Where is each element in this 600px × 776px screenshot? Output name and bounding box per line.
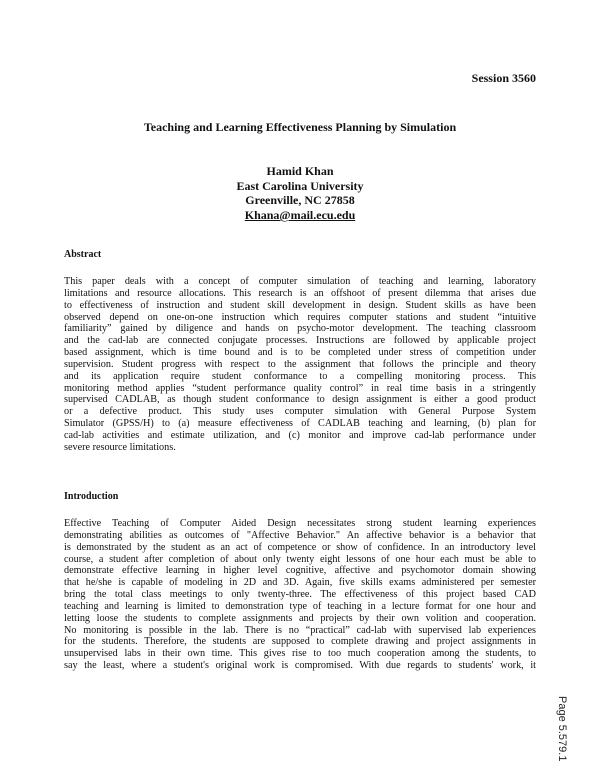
abstract-line: This paper deals with a concept of computer simulation of teaching and learning, laboratory (64, 276, 536, 287)
abstract-line: familiarity” gained by diligence and hands on psycho-motor development. The teaching classroom (64, 323, 536, 335)
author-affiliation: East Carolina University (236, 178, 364, 193)
session-number: Session 3560 (471, 71, 536, 85)
abstract-heading: Abstract (64, 249, 102, 260)
abstract-line: monitoring method applies “student performance quality control” in real time basis in a stringently (64, 382, 536, 394)
abstract-paragraph (64, 276, 536, 454)
introduction-line: teaching and learning is limited to demonstration type of teaching in a lecture format for one hour and (64, 600, 536, 612)
abstract-line: to effectiveness of instruction and student skill development in design. Student skills as have been (64, 299, 536, 311)
introduction-heading: Introduction (64, 491, 119, 502)
introduction-line: is demonstrated by the student as an act of competence or show of confidence. In an introductory level (64, 541, 536, 553)
introduction-line: Effective Teaching of Computer Aided Design necessitates strong student learning experiences (64, 518, 536, 529)
abstract-line: supervision. Student progress with respect to the assignment that follows the principle and theory (64, 358, 536, 370)
abstract-line: and the cad-lab are connected conjugate processes. Instructions are followed by applicable project (64, 335, 536, 347)
abstract-line: supervised CADLAB, as though student conformance to design assignment is either a good product (64, 394, 536, 406)
introduction-line: No monitoring is possible in the lab. There is no “practical” cad-lab with supervised lab experiences (64, 624, 536, 636)
paper-title: Teaching and Learning Effectiveness Planning by Simulation (143, 120, 457, 134)
abstract-line: Simulator (GPSS/H) to (a) measure effectiveness of CADLAB teaching and learning, (b) plan for (64, 418, 536, 430)
abstract-line: or a defective product. This study uses computer simulation with General Purpose System (64, 406, 536, 418)
page-number: Page 5.579.1 (556, 696, 568, 762)
introduction-line: demonstrating abilities as outcomes of "Affective Behavior." An affective behavior is a behavior that (64, 529, 536, 541)
abstract-line: cad-lab activities and estimate utilization, and (c) monitor and improve cad-lab performance under (64, 429, 536, 441)
introduction-line: that he/she is capable of modeling in 2D and 3D. Again, five skills exams administered per semester (64, 577, 536, 589)
introduction-line: letting loose the students to complete assignments and projects by their own volition and cooperation. (64, 612, 536, 624)
introduction-line: bring the total class meetings to only twenty-three. The effectiveness of this project based CAD (64, 589, 536, 601)
author-email-link[interactable]: Khana@mail.ecu.edu (244, 208, 356, 223)
abstract-line: and its application require student conformance to a compelling monitoring process. This (64, 370, 536, 382)
introduction-line: unsupervised labs in their own time. This gives rise to too much cooperation among the students, to (64, 648, 536, 660)
author-block (0, 164, 600, 223)
abstract-line: limitations and resource allocations. This research is an offshoot of present dilemma that arises due (64, 287, 536, 299)
author-name: Hamid Khan (266, 164, 334, 178)
abstract-line: observed depend on one-on-one instruction which requires computer stations and student “intuitive (64, 311, 536, 323)
abstract-line: based assignment, which is time bound and is to be completed under stress of competition under (64, 347, 536, 359)
introduction-line: for the students. Therefore, the students are supposed to complete drawing and project assignments in (64, 636, 536, 648)
introduction-paragraph (64, 518, 536, 672)
author-location: Greenville, NC 27858 (245, 193, 355, 208)
introduction-line: demonstrate effective learning in higher level cognitive, affective and psychomotor domain showing (64, 565, 536, 577)
abstract-line: severe resource limitations. (64, 441, 176, 453)
introduction-line: course, a student after completion of about only twenty eight lessons of one hour each must be able to (64, 553, 536, 565)
introduction-line: say the least, where a student's original work is compromised. With due regards to students' work, it (64, 660, 536, 672)
